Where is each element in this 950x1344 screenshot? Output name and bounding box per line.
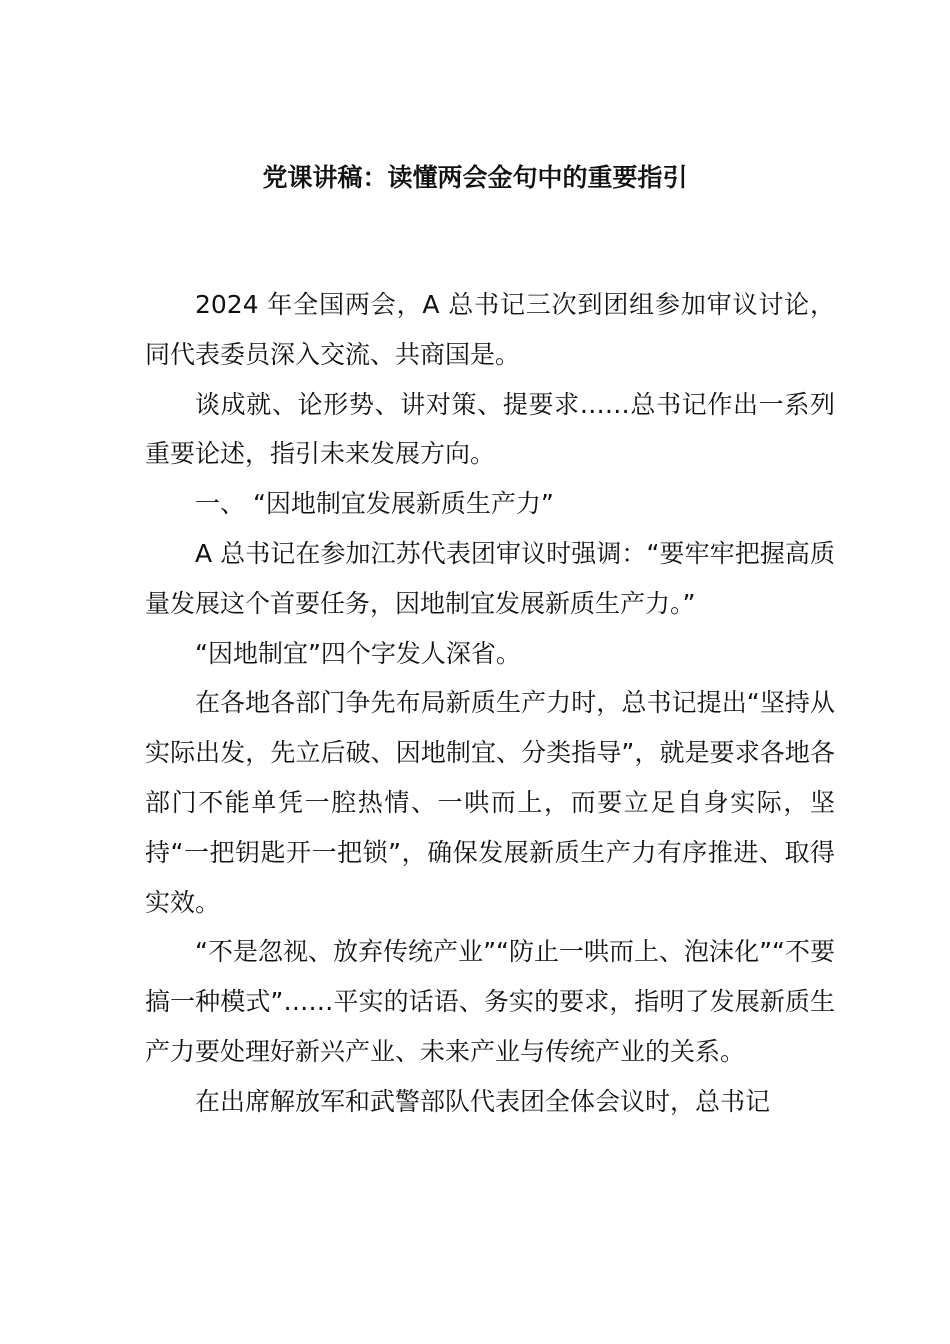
section-heading: 一、 “因地制宜发展新质生产力” <box>195 489 554 519</box>
paragraph: A 总书记在参加江苏代表团审议时强调：“要牢牢把握高质量发展这个首要任务，因地制宜发展新质生产力。” <box>145 538 835 618</box>
paragraph: “因地制宜”四个字发人深省。 <box>195 638 521 668</box>
document-body <box>145 280 835 1127</box>
paragraph: 在出席解放军和武警部队代表团全体会议时，总书记 <box>195 1086 771 1116</box>
document-title: 党课讲稿：读懂两会金句中的重要指引 <box>262 163 688 192</box>
paragraph: 在各地各部门争先布局新质生产力时，总书记提出“坚持从实际出发，先立后破、因地制宜、分类指导”，就是要求各地各部门不能单凭一腔热情、一哄而上，而要立足自身实际，坚持“一把钥匙开一把锁”，确保发展新质生产力有序推进、取得实效。 <box>145 688 835 917</box>
paragraph: “不是忽视、放弃传统产业”“防止一哄而上、泡沫化”“不要搞一种模式”……平实的话语、务实的要求，指明了发展新质生产力要处理好新兴产业、未来产业与传统产业的关系。 <box>145 937 835 1066</box>
paragraph: 谈成就、论形势、讲对策、提要求……总书记作出一系列重要论述，指引未来发展方向。 <box>145 389 835 469</box>
paragraph: 2024 年全国两会，A 总书记三次到团组参加审议讨论，同代表委员深入交流、共商国是。 <box>145 290 835 369</box>
